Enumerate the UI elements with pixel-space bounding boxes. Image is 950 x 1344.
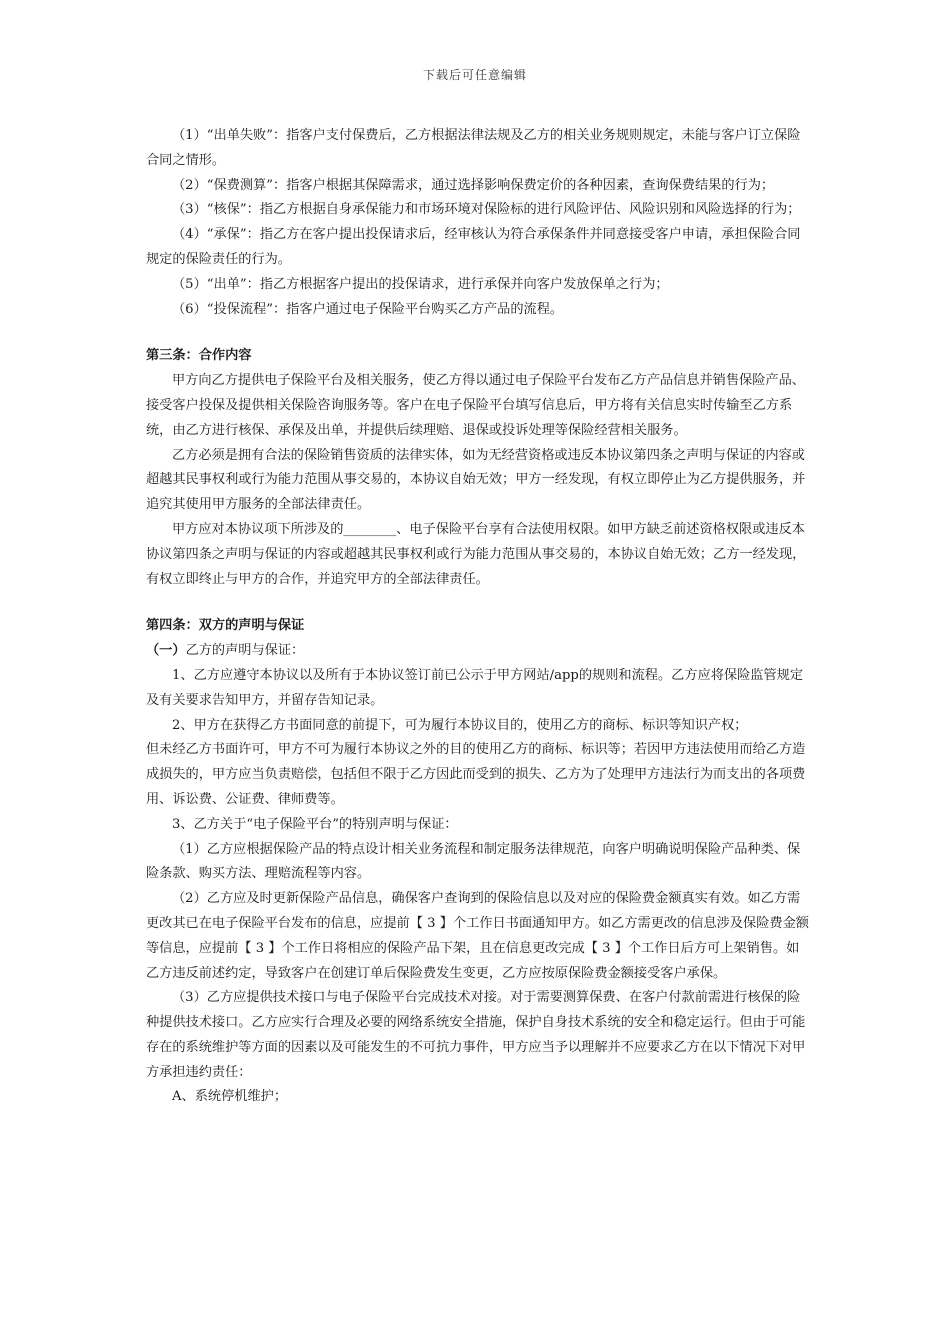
definition-1: （1）“出单失败”：指客户支付保费后，乙方根据法律法规及乙方的相关业务规则规定，未能与客户订立保险合同之情形。 (146, 128, 801, 168)
article-3-paragraph-1: 甲方向乙方提供电子保险平台及相关服务，使乙方得以通过电子保险平台发布乙方产品信息并销售保险产品、接受客户投保及提供相关保险咨询服务等。客户在电子保险平台填写信息后，甲方将有关信息实时传输至乙方系统，由乙方进行核保、承保及出单，并提供后续理赔、退保或投诉处理等保险经营相关服务。 (146, 373, 805, 438)
article-4-item-2: 2、甲方在获得乙方书面同意的前提下，可为履行本协议目的，使用乙方的商标、标识等知识产权； (172, 717, 748, 733)
article-4-subsection-1 (146, 639, 812, 664)
document-body (146, 124, 812, 1110)
article-4-item-3-1: （1）乙方应根据保险产品的特点设计相关业务流程和制定服务法律规范，向客户明确说明保险产品种类、保险条款、购买方法、理赔流程等内容。 (146, 841, 801, 882)
article-4-item-1: 1、乙方应遵守本协议以及所有于本协议签订前已公示于甲方网站/app的规则和流程。乙方应将保险监管规定及有关要求告知甲方，并留存告知记录。 (146, 667, 804, 708)
definition-5: （5）“出单”：指乙方根据客户提出的投保请求，进行承保并向客户发放保单之行为； (172, 276, 669, 292)
article-4-title: 第四条：双方的声明与保证 (146, 618, 305, 634)
subsection-text: 乙方的声明与保证： (185, 643, 305, 659)
definition-4: （4）“承保”：指乙方在客户提出投保请求后，经审核认为符合承保条件并同意接受客户申请，承担保险合同规定的保险责任的行为。 (146, 227, 801, 267)
subsection-label: （一） (146, 643, 186, 659)
article-3-paragraph-2: 乙方必须是拥有合法的保险销售资质的法律实体，如为无经营资格或违反本协议第四条之声明与保证的内容或超越其民事权利或行为能力范围从事交易的，本协议自始无效；甲方一经发现，有权立即停止为乙方提供服务，并追究其使用甲方服务的全部法律责任。 (146, 447, 806, 513)
article-3-title: 第三条：合作内容 (146, 348, 252, 364)
page-header: 下载后可任意编辑 (422, 68, 527, 82)
spacer (146, 592, 812, 614)
definition-3: （3）“核保”：指乙方根据自身承保能力和市场环境对保险标的进行风险评估、风险识别和风险选择的行为； (172, 202, 801, 218)
article-3-paragraph-3: 甲方应对本协议项下所涉及的________、电子保险平台享有合法使用权限。如甲方缺乏前述资格权限或违反本协议第四条之声明与保证的内容或超越其民事权利或行为能力范围从事交易的，本协议自始无效；乙方一经发现，有权立即终止与甲方的合作，并追究甲方的全部法律责任。 (146, 521, 806, 587)
article-4-item-a: A、系统停机维护； (172, 1089, 288, 1105)
definition-2: （2）“保费测算”：指客户根据其保障需求，通过选择影响保费定价的各种因素，查询保费结果的行为； (172, 177, 775, 193)
article-4-item-2-continuation: 但未经乙方书面许可，甲方不可为履行本协议之外的目的使用乙方的商标、标识等；若因甲方违法使用而给乙方造成损失的，甲方应当负责赔偿，包括但不限于乙方因此而受到的损失、乙方为了处理甲方违法行为而支出的各项费用、诉讼费、公证费、律师费等。 (146, 742, 806, 807)
article-4-item-3-3: （3）乙方应提供技术接口与电子保险平台完成技术对接。对于需要测算保费、在客户付款前需进行核保的险种提供技术接口。乙方应实行合理及必要的网络系统安全措施，保护自身技术系统的安全和稳定运行。但由于可能存在的系统维护等方面的因素以及可能发生的不可抗力事件，甲方应当予以理解并不应要求乙方在以下情况下对甲方承担违约责任： (146, 990, 806, 1080)
spacer (146, 322, 812, 344)
article-4-item-3-2: （2）乙方应及时更新保险产品信息，确保客户查询到的保险信息以及对应的保险费金额真实有效。如乙方需更改其已在电子保险平台发布的信息，应提前【 3 】个工作日书面通知甲方。如乙方需更改的信息涉及保险费金额等信息，应提前【 3 】个工作日将相应的保险产品下架，且在信息更改完成【 3 】个工作日后方可上架销售。如乙方违反前述约定，导致客户在创建订单后保险费发生变更，乙方应按原保险费金额接受客户承保。 (146, 891, 809, 981)
definition-6: （6）“投保流程”：指客户通过电子保险平台购买乙方产品的流程。 (172, 301, 564, 317)
article-4-item-3: 3、乙方关于“电子保险平台”的特别声明与保证： (172, 816, 458, 832)
